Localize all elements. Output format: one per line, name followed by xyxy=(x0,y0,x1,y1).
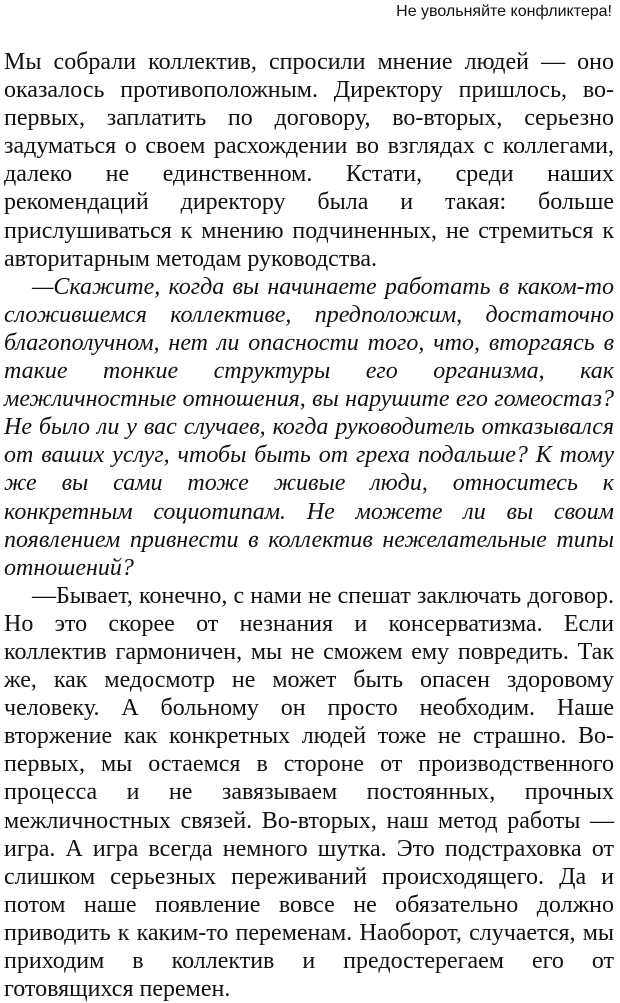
paragraph-intro: Мы собрали коллектив, спросили мнение людей — оно оказалось противоположным. Директору пришлось, во-первых, заплатить по договору, во-вторых, серьезно задуматься о своем расхождении во взглядах с коллегами, далеко не единственном. Кстати, среди наших рекомендаций директору была и такая: больше прислушиваться к мнению подчиненных, не стремиться к авторитарным методам руководства. xyxy=(4,49,614,272)
paragraph-question: —Скажите, когда вы начинаете работать в каком-то сложившемся коллективе, предположим, достаточно благополучном, нет ли опасности того, что, вторгаясь в такие тонкие структуры его организма, как межличностные отношения, вы нарушите его гомеостаз? Не было ли у вас случаев, когда руководитель отказывался от ваших услуг, чтобы быть от греха подальше? К тому же вы сами тоже живые люди, относитесь к конкретным социотипам. Не можете ли вы своим появлением привнести в коллектив нежелательные типы отношений? xyxy=(4,273,614,581)
page-body-text xyxy=(4,48,614,1003)
paragraph-answer: —Бывает, конечно, с нами не спешат заключать договор. Но это скорее от незнания и консерватизма. Если коллектив гармоничен, мы не сможем ему повредить. Так же, как медосмотр не может быть опасен здоровому человеку. А больному он просто необходим. Наше вторжение как конкретных людей тоже не страшно. Во-первых, мы остаемся в стороне от производственного процесса и не завязываем постоянных, прочных межличностных связей. Во-вторых, наш метод работы — игра. А игра всегда немного шутка. Это подстраховка от слишком серьезных переживаний происходящего. Да и потом наше появление вовсе не обязательно должно приводить к каким-то переменам. Наоборот, случается, мы приходим в коллектив и предостерегаем его от готовящихся перемен. xyxy=(4,582,614,1003)
running-header-title: Не увольняйте конфликтера! xyxy=(396,3,612,20)
